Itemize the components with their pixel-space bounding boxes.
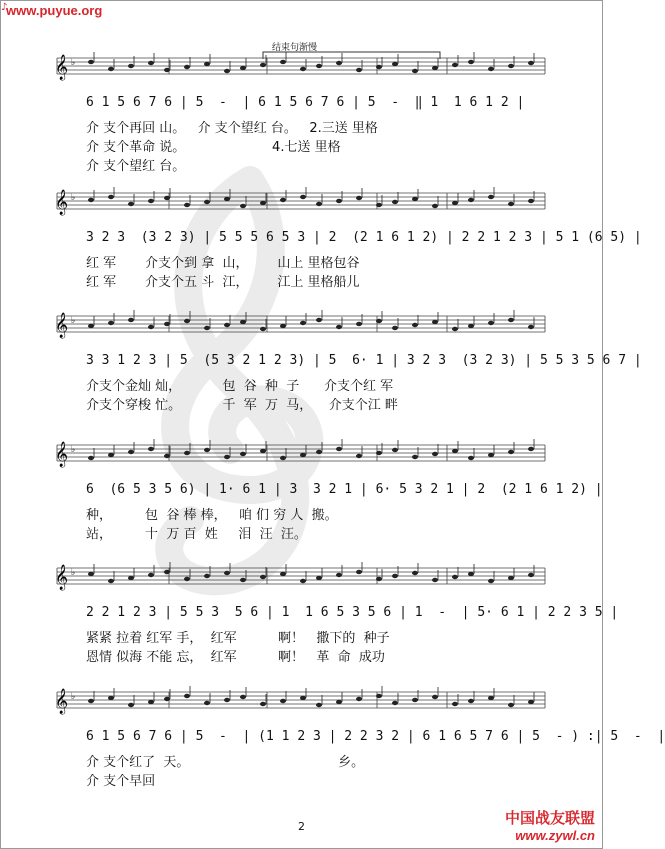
lyric-line-2-1: 红 军 介支个到 拿 山， 山上 里格包谷	[86, 256, 360, 271]
lyric-line-3-1: 介支个金灿 灿， 包 谷 种 子 介支个红 军	[86, 379, 394, 394]
svg-text:♭: ♭	[71, 58, 76, 68]
lyric-line-5-2: 恩情 似海 不能 忘， 红军 啊！ 革 命 成功	[86, 650, 385, 665]
svg-text:♭: ♭	[71, 316, 76, 326]
jianpu-row-5: 2 2 1 2 3 | 5 5 3 5 6 | 1 1 6 5 3 5 6 | 1 - | 5· 6 1 | 2 2 3 5 |	[86, 605, 619, 620]
site-url[interactable]: www.puyue.org	[6, 3, 103, 18]
svg-text:𝄞: 𝄞	[55, 689, 69, 714]
svg-text:𝄞: 𝄞	[55, 565, 69, 590]
staff-system-5	[55, 565, 545, 590]
lyric-line-6-1: 介 支个红了 天。 乡。	[86, 755, 365, 770]
lyric-line-4-1: 种， 包 谷 棒 棒， 咱 们 穷 人 搬。	[86, 508, 338, 523]
svg-text:♭: ♭	[71, 692, 76, 702]
staff-system-2	[55, 190, 545, 215]
lyric-line-1-1: 介 支个再回 山。 介 支个望红 台。 2.三送 里格	[86, 121, 378, 136]
watermark-title: 中国战友联盟	[504, 809, 595, 827]
lyric-line-1-3: 介 支个望红 台。	[86, 159, 186, 174]
lyric-line-1-2: 介 支个革命 说。 4.七送 里格	[86, 140, 341, 155]
staff-system-4	[55, 442, 545, 467]
tempo-marking: 结束句渐慢	[272, 43, 318, 53]
staff-system-6	[55, 689, 545, 714]
svg-text:𝄞: 𝄞	[55, 442, 69, 467]
staff-system-3	[55, 313, 545, 338]
svg-text:♭: ♭	[71, 568, 76, 578]
staff-system-1	[55, 55, 545, 80]
watermark-url: www.zywl.cn	[515, 828, 595, 843]
music-note-icon: ♪	[1, 2, 8, 13]
svg-text:𝄞: 𝄞	[55, 55, 69, 80]
lyric-line-3-2: 介支个穿梭 忙。 千 军 万 马， 介支个江 畔	[86, 398, 398, 413]
jianpu-row-2: 3 2 3 (3 2 3) | 5 5 5 6 5 3 | 2 (2 1 6 1 2) | 2 2 1 2 3 | 5 1 (6 5) |	[86, 230, 642, 245]
lyric-line-5-1: 紧紧 拉着 红军 手， 红军 啊！ 撒下的 种子	[86, 631, 390, 646]
svg-text:♭: ♭	[71, 445, 76, 455]
lyric-line-2-2: 红 军 介支个五 斗 江， 江上 里格船儿	[86, 275, 360, 290]
lyric-line-4-2: 站， 十 万 百 姓 泪 汪 汪。	[86, 527, 307, 542]
svg-text:𝄞: 𝄞	[55, 313, 69, 338]
jianpu-row-4: 6 (6 5 3 5 6) | 1· 6 1 | 3 3 2 1 | 6· 5 3 2 1 | 2 (2 1 6 1 2) |	[86, 482, 603, 497]
jianpu-row-6: 6 1 5 6 7 6 | 5 - | (1 1 2 3 | 2 2 3 2 | 6 1 6 5 7 6 | 5 - ) :| 5 - |	[86, 729, 665, 744]
jianpu-row-3: 3 3 1 2 3 | 5 (5 3 2 1 2 3) | 5 6· 1 | 3 2 3 (3 2 3) | 5 5 3 5 6 7 |	[86, 353, 642, 368]
page-number: 2	[298, 820, 305, 833]
svg-text:♭: ♭	[71, 193, 76, 203]
lyric-line-6-2: 介 支个早回	[86, 774, 156, 789]
jianpu-row-1: 6 1 5 6 7 6 | 5 - | 6 1 5 6 7 6 | 5 - ‖ 1 1 6 1 2 |	[86, 95, 525, 110]
svg-text:𝄞: 𝄞	[55, 190, 69, 215]
